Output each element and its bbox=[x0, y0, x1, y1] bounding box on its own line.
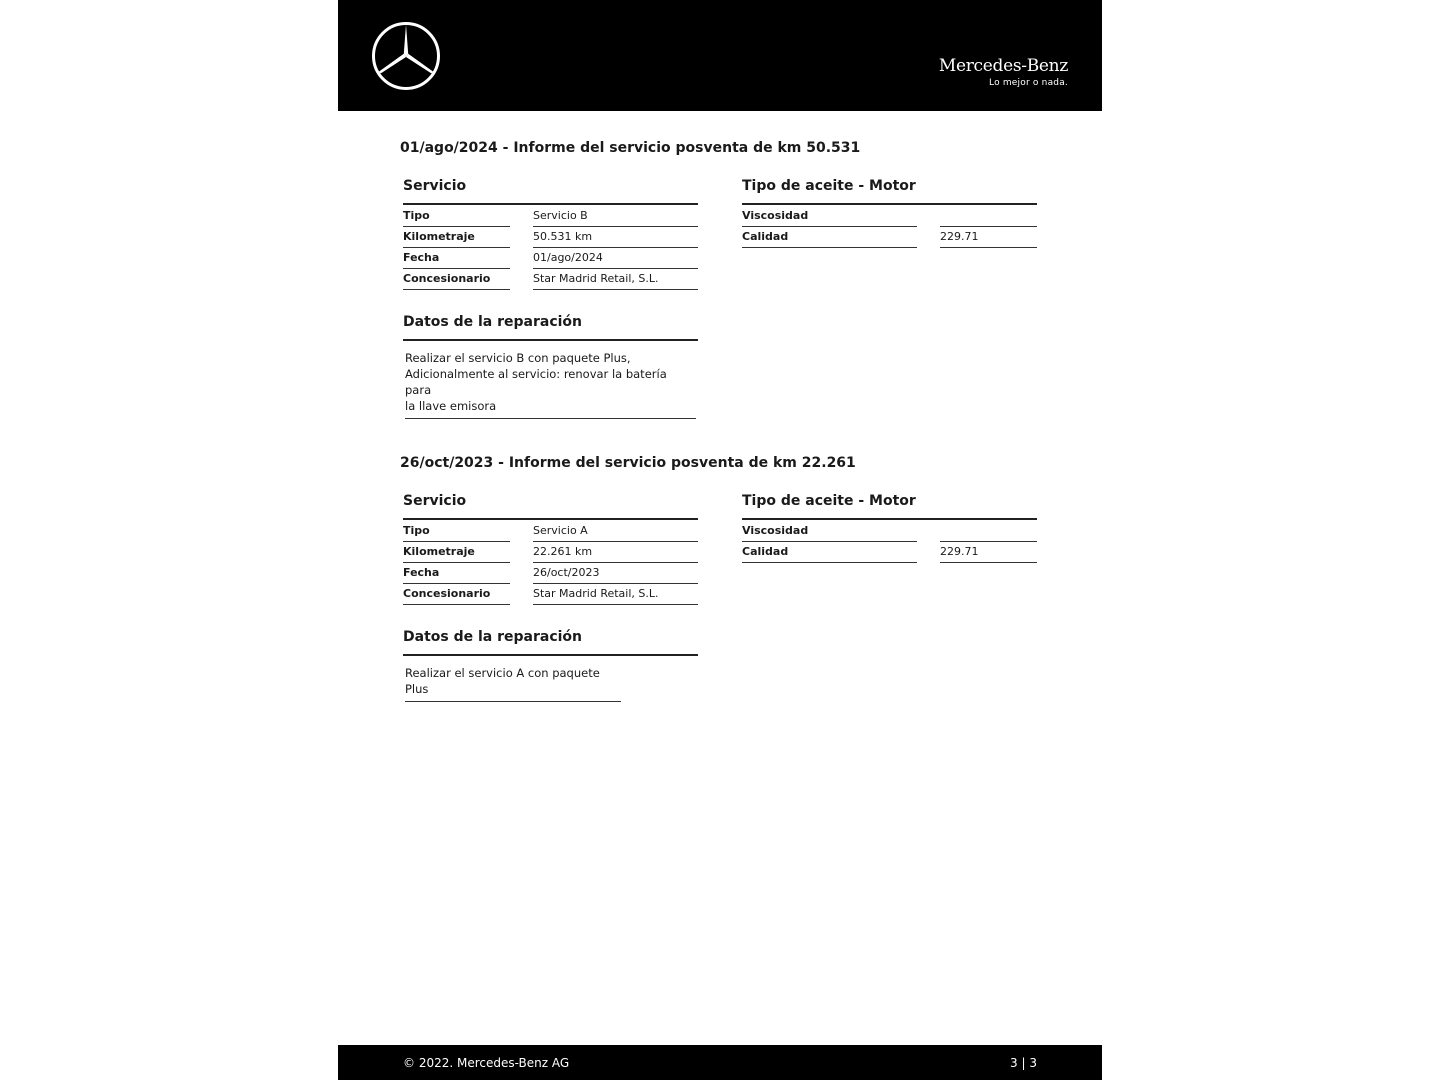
row-label: Kilometraje bbox=[403, 542, 510, 563]
section-rule bbox=[403, 339, 698, 341]
row-label: Concesionario bbox=[403, 269, 510, 290]
row-value: Star Madrid Retail, S.L. bbox=[533, 584, 698, 605]
row-value: 22.261 km bbox=[533, 542, 698, 563]
row-value: 50.531 km bbox=[533, 227, 698, 248]
reparacion-heading: Datos de la reparación bbox=[403, 629, 582, 645]
mercedes-star-icon bbox=[371, 21, 441, 91]
page-number: 3 | 3 bbox=[1010, 1056, 1037, 1070]
section-rule bbox=[742, 518, 1037, 520]
row-value: Servicio A bbox=[533, 521, 698, 542]
page-header bbox=[338, 0, 1102, 111]
row-value bbox=[940, 206, 1037, 227]
repair-description bbox=[405, 350, 696, 419]
row-value: 229.71 bbox=[940, 227, 1037, 248]
row-value: Servicio B bbox=[533, 206, 698, 227]
row-label: Calidad bbox=[742, 227, 917, 248]
aceite-heading: Tipo de aceite - Motor bbox=[742, 493, 916, 509]
row-value: 01/ago/2024 bbox=[533, 248, 698, 269]
repair-line: Adicionalmente al servicio: renovar la batería para bbox=[405, 367, 667, 397]
section-rule bbox=[403, 518, 698, 520]
row-value: Star Madrid Retail, S.L. bbox=[533, 269, 698, 290]
aceite-heading: Tipo de aceite - Motor bbox=[742, 178, 916, 194]
row-value: 229.71 bbox=[940, 542, 1037, 563]
row-label: Viscosidad bbox=[742, 521, 917, 542]
section-rule bbox=[742, 203, 1037, 205]
document-page bbox=[338, 0, 1102, 1080]
brand-slogan: Lo mejor o nada. bbox=[989, 78, 1068, 88]
row-value: 26/oct/2023 bbox=[533, 563, 698, 584]
brand-name: Mercedes-Benz bbox=[938, 56, 1068, 76]
row-label: Fecha bbox=[403, 563, 510, 584]
brand-block bbox=[939, 55, 1068, 89]
section-rule bbox=[403, 203, 698, 205]
repair-line: la llave emisora bbox=[405, 399, 497, 413]
row-label: Calidad bbox=[742, 542, 917, 563]
reparacion-heading: Datos de la reparación bbox=[403, 314, 582, 330]
report-title: 01/ago/2024 - Informe del servicio posventa de km 50.531 bbox=[400, 140, 861, 156]
section-rule bbox=[403, 654, 698, 656]
servicio-heading: Servicio bbox=[403, 493, 467, 509]
footer-copyright: © 2022. Mercedes-Benz AG bbox=[403, 1056, 570, 1070]
row-label: Tipo bbox=[403, 206, 510, 227]
repair-description bbox=[405, 665, 621, 702]
row-label: Kilometraje bbox=[403, 227, 510, 248]
row-label: Viscosidad bbox=[742, 206, 917, 227]
row-label: Concesionario bbox=[403, 584, 510, 605]
row-value bbox=[940, 521, 1037, 542]
repair-line: Realizar el servicio A con paquete Plus bbox=[405, 666, 600, 696]
row-label: Fecha bbox=[403, 248, 510, 269]
page-footer bbox=[338, 1045, 1102, 1080]
servicio-heading: Servicio bbox=[403, 178, 467, 194]
row-label: Tipo bbox=[403, 521, 510, 542]
report-title: 26/oct/2023 - Informe del servicio posventa de km 22.261 bbox=[400, 455, 856, 471]
repair-line: Realizar el servicio B con paquete Plus, bbox=[405, 351, 631, 365]
